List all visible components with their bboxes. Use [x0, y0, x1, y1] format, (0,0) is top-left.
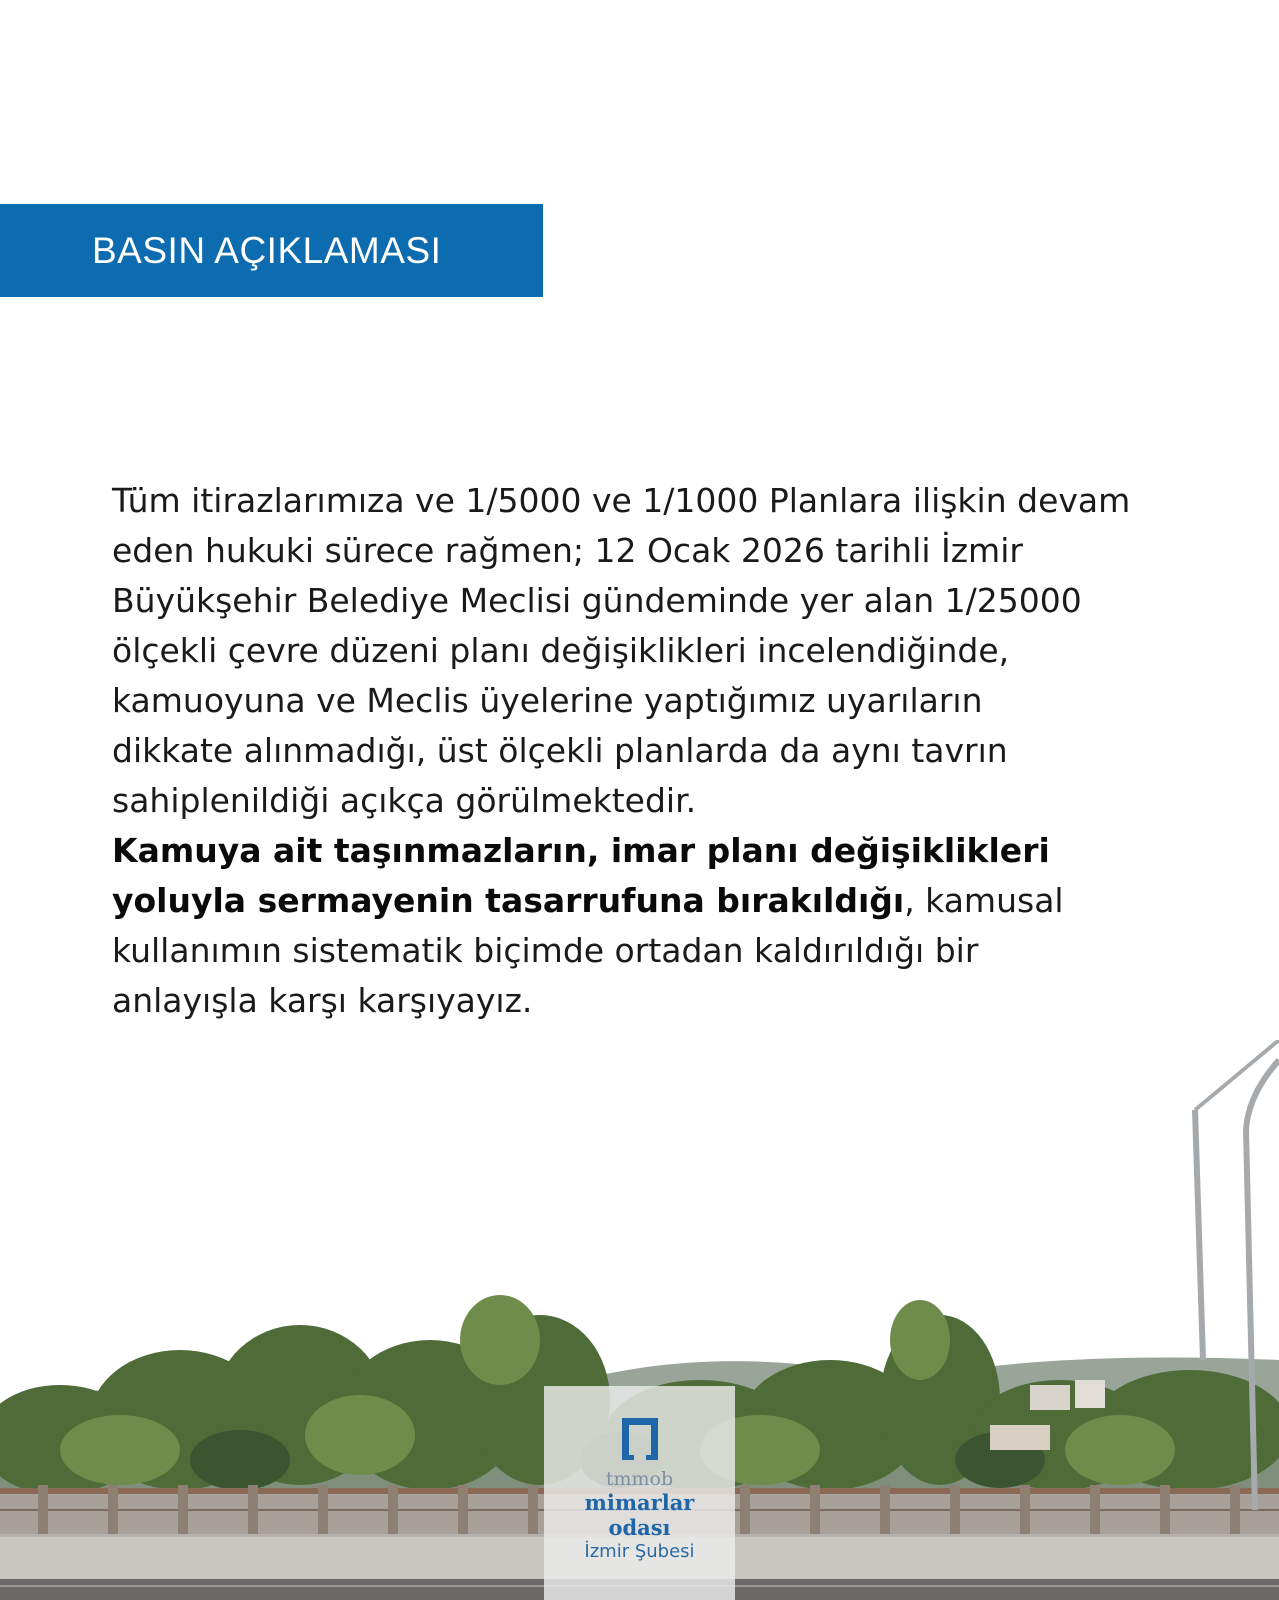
text-line: kamuoyuna ve Meclis üyelerine yaptığımız uyarıların [112, 681, 983, 720]
logo-mimarlar: mimarlar [584, 1490, 695, 1515]
text-line: Büyükşehir Belediye Meclisi gündeminde yer alan 1/25000 [112, 581, 1082, 620]
mixed-line [112, 876, 1212, 926]
press-release-banner [0, 204, 543, 297]
logo-tmmob: tmmob [605, 1468, 674, 1490]
emphasis-line: Kamuya ait taşınmazların, imar planı değişiklikleri [112, 831, 1050, 870]
banner-title: BASIN AÇIKLAMASI [92, 229, 442, 271]
text-line: ölçekli çevre düzeni planı değişiklikleri incelendiğinde, [112, 631, 1010, 670]
text-line: kullanımın sistematik biçimde ortadan kaldırıldığı bir [112, 931, 979, 970]
text-fragment: , kamusal [904, 881, 1064, 920]
text-line: eden hukuki sürece rağmen; 12 Ocak 2026 tarihli İzmir [112, 531, 1023, 570]
logo-branch: İzmir Şubesi [584, 1541, 695, 1562]
text-line: Tüm itirazlarımıza ve 1/5000 ve 1/1000 Planlara ilişkin devam [112, 481, 1131, 520]
text-line: dikkate alınmadığı, üst ölçekli planlarda da aynı tavrın [112, 731, 1008, 770]
logo-odasi: odası [608, 1515, 671, 1540]
statement-text [112, 476, 1212, 1026]
bracket-logo-icon [618, 1414, 662, 1464]
mimarlar-odasi-logo [544, 1386, 735, 1600]
text-line: anlayışla karşı karşıyayız. [112, 981, 533, 1020]
emphasis-text: yoluyla sermayenin tasarrufuna bırakıldığı [112, 881, 905, 920]
text-line: sahiplenildiği açıkça görülmektedir. [112, 781, 697, 820]
